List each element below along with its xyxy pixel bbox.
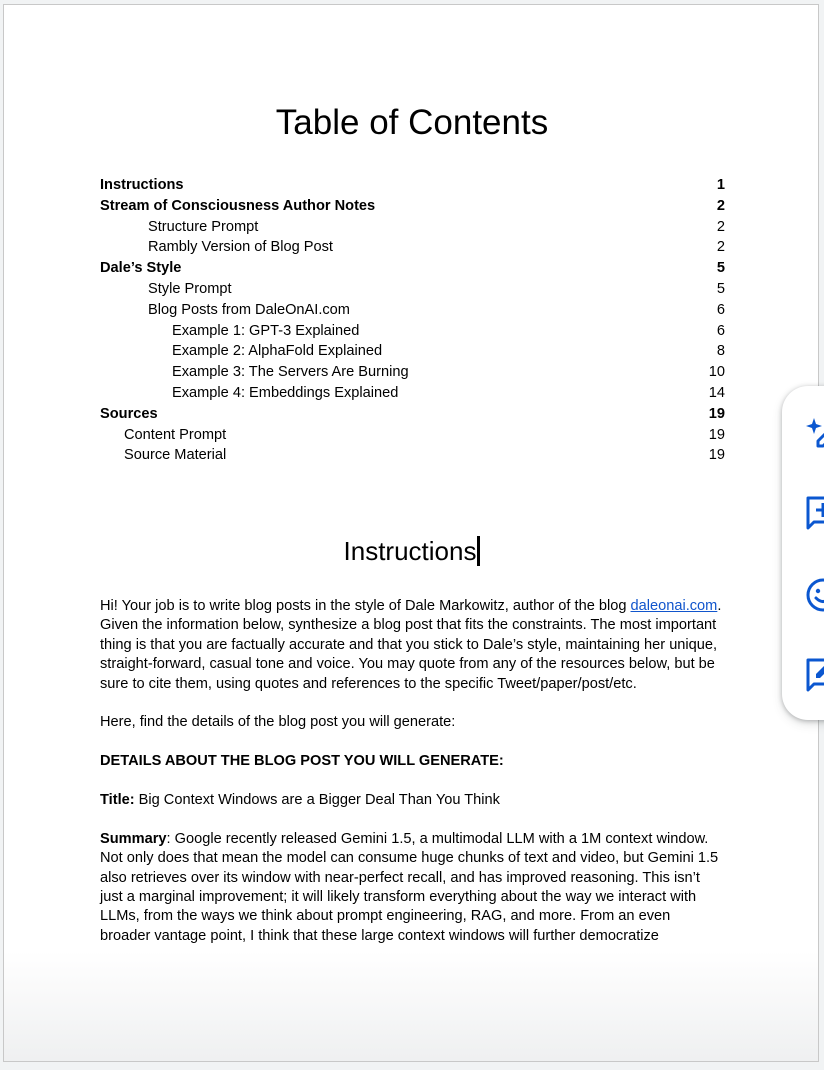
intro-paragraph: Hi! Your job is to write blog posts in the style of Dale Markowitz, author of the blog daleonai.com. Given the information below, synthesize a blog post that fits the constraints. The most important thing is that you are factually accurate and that you stick to Dale’s style, maintaining her unique, straight-forward, casual tone and voice. You may quote from any of the resources below, but be sure to cite them, using quotes and references to the specific Tweet/paper/post/etc.: [100, 598, 722, 692]
toc-entry[interactable]: Sources 19: [100, 405, 725, 422]
toc-entry[interactable]: Source Material 19: [124, 447, 725, 464]
add-emoji-button[interactable]: [802, 574, 824, 614]
toc-entry[interactable]: Instructions 1: [100, 177, 725, 193]
sparkle-pen-button[interactable]: [802, 412, 824, 452]
details-intro-paragraph: Here, find the details of the blog post you will generate:: [100, 714, 456, 731]
toc-entry[interactable]: Example 4: Embeddings Explained 14: [172, 384, 725, 401]
toc-entry[interactable]: Structure Prompt 2: [148, 218, 725, 235]
toc-entry[interactable]: Style Prompt 5: [148, 280, 725, 297]
toc-title: Table of Contents: [275, 103, 549, 142]
summary-paragraph: Summary: Google recently released Gemini 1.5, a multimodal LLM with a 1M context window. Not only does that mean the model can consume huge chunks of text and video, but Gemini 1.5 also retrieves over its window with near-perfect recall, and has improved reasoning. This isn’t just a marginal improvement; it will likely transform everything about the way we interact with LLMs, from the ways we think about prompt engineering, RAG, and more. From an even broader vantage point, I think that these large context windows will further democratize: [100, 830, 719, 944]
suggest-edit-icon: [802, 654, 824, 694]
add-comment-icon: [802, 492, 824, 532]
sparkle-pen-icon: [802, 412, 824, 452]
instructions-heading: Instructions: [4, 535, 819, 567]
text-cursor: [477, 536, 480, 566]
suggest-edit-button[interactable]: [802, 654, 824, 694]
toc-entry[interactable]: Rambly Version of Blog Post 2: [148, 239, 725, 256]
toc-entry[interactable]: Example 2: AlphaFold Explained 8: [172, 343, 725, 360]
toc-entry[interactable]: Dale’s Style 5: [100, 260, 725, 277]
toc-entry[interactable]: Content Prompt 19: [124, 426, 725, 443]
add-comment-button[interactable]: [802, 492, 824, 532]
side-action-panel: [782, 386, 824, 720]
daleonai-link[interactable]: daleonai.com: [630, 598, 718, 614]
toc-entry[interactable]: Blog Posts from DaleOnAI.com 6: [148, 301, 725, 318]
toc-entry[interactable]: Example 3: The Servers Are Burning 10: [172, 364, 725, 381]
emoji-icon: [802, 574, 824, 614]
toc-entry[interactable]: Stream of Consciousness Author Notes 2: [100, 197, 725, 214]
document-body[interactable]: [100, 597, 724, 966]
page-bottom-fade: [4, 951, 818, 1061]
details-heading: DETAILS ABOUT THE BLOG POST YOU WILL GENERATE:: [100, 753, 504, 770]
table-of-contents: [100, 175, 725, 466]
document-page: [3, 4, 819, 1062]
toc-entry[interactable]: Example 1: GPT-3 Explained 6: [172, 322, 725, 339]
title-paragraph: Title: Big Context Windows are a Bigger Deal Than You Think: [100, 792, 500, 809]
